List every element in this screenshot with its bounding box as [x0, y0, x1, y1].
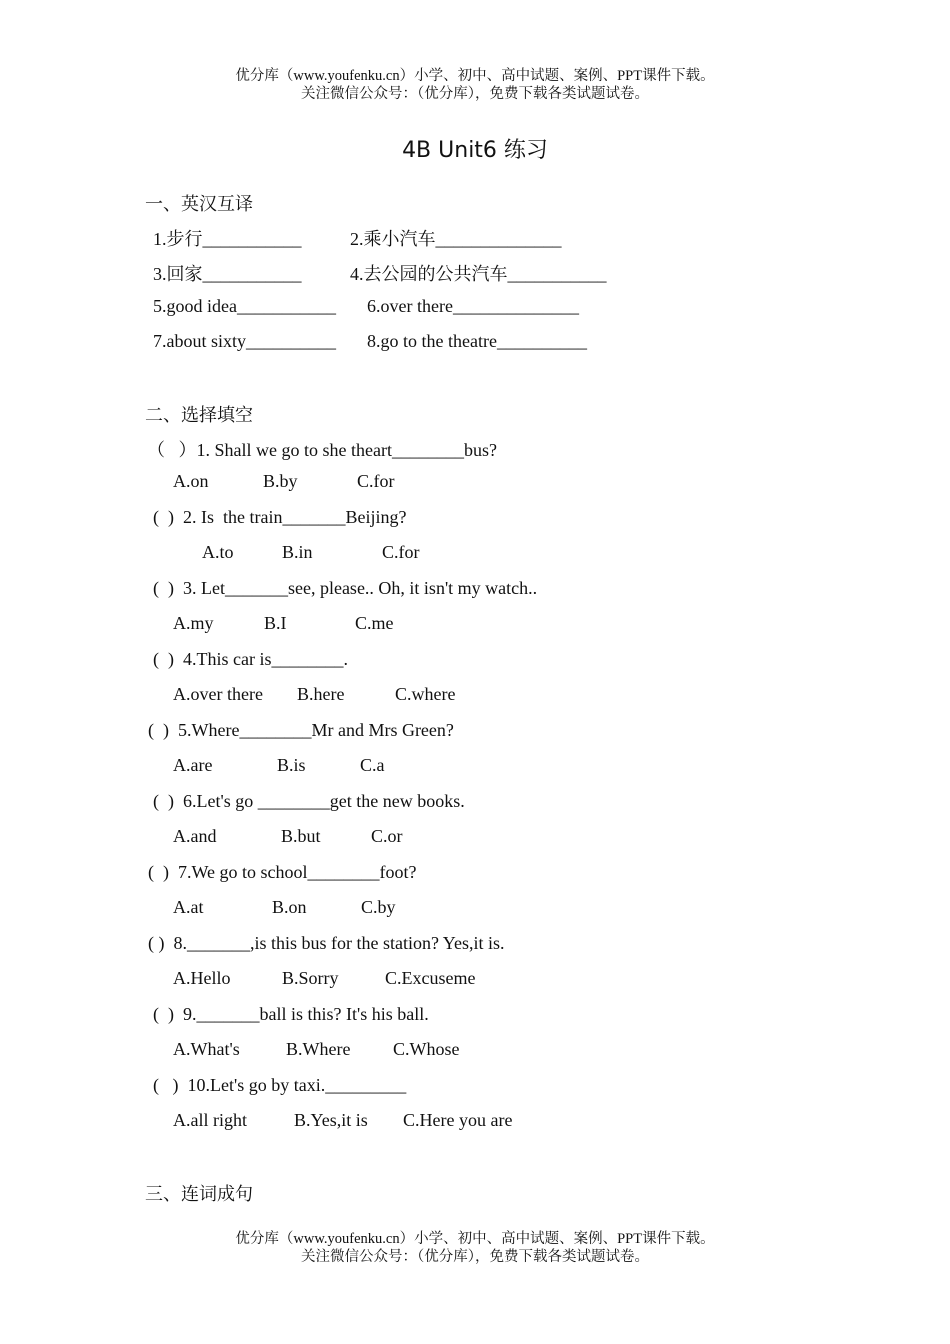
question-4: ( ) 4.This car is________.: [153, 649, 348, 669]
question-6: ( ) 6.Let's go ________get the new books.: [153, 791, 465, 811]
question-10-option-c: C.Here you are: [403, 1110, 513, 1130]
question-6-option-a: A.and: [173, 826, 217, 846]
question-7-option-b: B.on: [272, 897, 307, 917]
question-3: ( ) 3. Let_______see, please.. Oh, it isn't my watch..: [153, 578, 538, 598]
question-5-option-b: B.is: [277, 755, 306, 775]
question-9-option-c: C.Whose: [393, 1039, 460, 1059]
question-1-option-c: C.for: [357, 471, 395, 491]
translation-item-3: 3.回家___________: [153, 264, 302, 284]
question-8: ( ) 8._______,is this bus for the station? Yes,it is.: [148, 933, 505, 953]
question-6-option-c: C.or: [371, 826, 403, 846]
header-line-1: 优分库（www.youfenku.cn）小学、初中、高中试题、案例、PPT课件下载。: [235, 68, 715, 84]
translation-item-5: 5.good idea___________: [153, 296, 336, 316]
question-4-option-b: B.here: [297, 684, 345, 704]
question-3-option-b: B.I: [264, 613, 287, 633]
question-5-option-a: A.are: [173, 755, 213, 775]
question-10-option-a: A.all right: [173, 1110, 247, 1130]
translation-item-4: 4.去公园的公共汽车___________: [350, 264, 607, 284]
translation-item-8: 8.go to the theatre__________: [367, 331, 587, 351]
question-4-option-c: C.where: [395, 684, 456, 704]
question-5-option-c: C.a: [360, 755, 385, 775]
page-title: 4B Unit6 练习: [402, 138, 548, 163]
question-9-option-b: B.Where: [286, 1039, 351, 1059]
question-2-option-a: A.to: [202, 542, 234, 562]
question-5: ( ) 5.Where________Mr and Mrs Green?: [148, 720, 454, 740]
question-2-option-b: B.in: [282, 542, 313, 562]
question-7-option-c: C.by: [361, 897, 396, 917]
header-line-2: 关注微信公众号：（优分库），免费下载各类试题试卷。: [301, 86, 649, 102]
translation-item-2: 2.乘小汽车______________: [350, 229, 562, 249]
section-2-heading: 二、选择填空: [145, 405, 253, 425]
section-3-heading: 三、连词成句: [145, 1184, 253, 1204]
question-10-option-b: B.Yes,it is: [294, 1110, 368, 1130]
section-1-heading: 一、英汉互译: [145, 194, 253, 214]
question-3-option-c: C.me: [355, 613, 394, 633]
question-7-option-a: A.at: [173, 897, 204, 917]
translation-item-1: 1.步行___________: [153, 229, 302, 249]
question-10: ( ) 10.Let's go by taxi._________: [153, 1075, 407, 1095]
question-2: ( ) 2. Is the train_______Beijing?: [153, 507, 407, 527]
question-3-option-a: A.my: [173, 613, 214, 633]
translation-item-6: 6.over there______________: [367, 296, 579, 316]
question-8-option-c: C.Excuseme: [385, 968, 476, 988]
question-4-option-a: A.over there: [173, 684, 263, 704]
question-6-option-b: B.but: [281, 826, 321, 846]
footer-line-1: 优分库（www.youfenku.cn）小学、初中、高中试题、案例、PPT课件下载。: [235, 1231, 715, 1247]
question-8-option-a: A.Hello: [173, 968, 231, 988]
footer-line-2: 关注微信公众号：（优分库），免费下载各类试题试卷。: [301, 1249, 649, 1265]
question-1-option-a: A.on: [173, 471, 209, 491]
question-9-option-a: A.What's: [173, 1039, 240, 1059]
question-1: （ ）1. Shall we go to she theart________bus?: [147, 440, 497, 460]
question-1-option-b: B.by: [263, 471, 298, 491]
question-9: ( ) 9._______ball is this? It's his ball.: [153, 1004, 429, 1024]
translation-item-7: 7.about sixty__________: [153, 331, 336, 351]
question-7: ( ) 7.We go to school________foot?: [148, 862, 417, 882]
question-2-option-c: C.for: [382, 542, 420, 562]
question-8-option-b: B.Sorry: [282, 968, 339, 988]
